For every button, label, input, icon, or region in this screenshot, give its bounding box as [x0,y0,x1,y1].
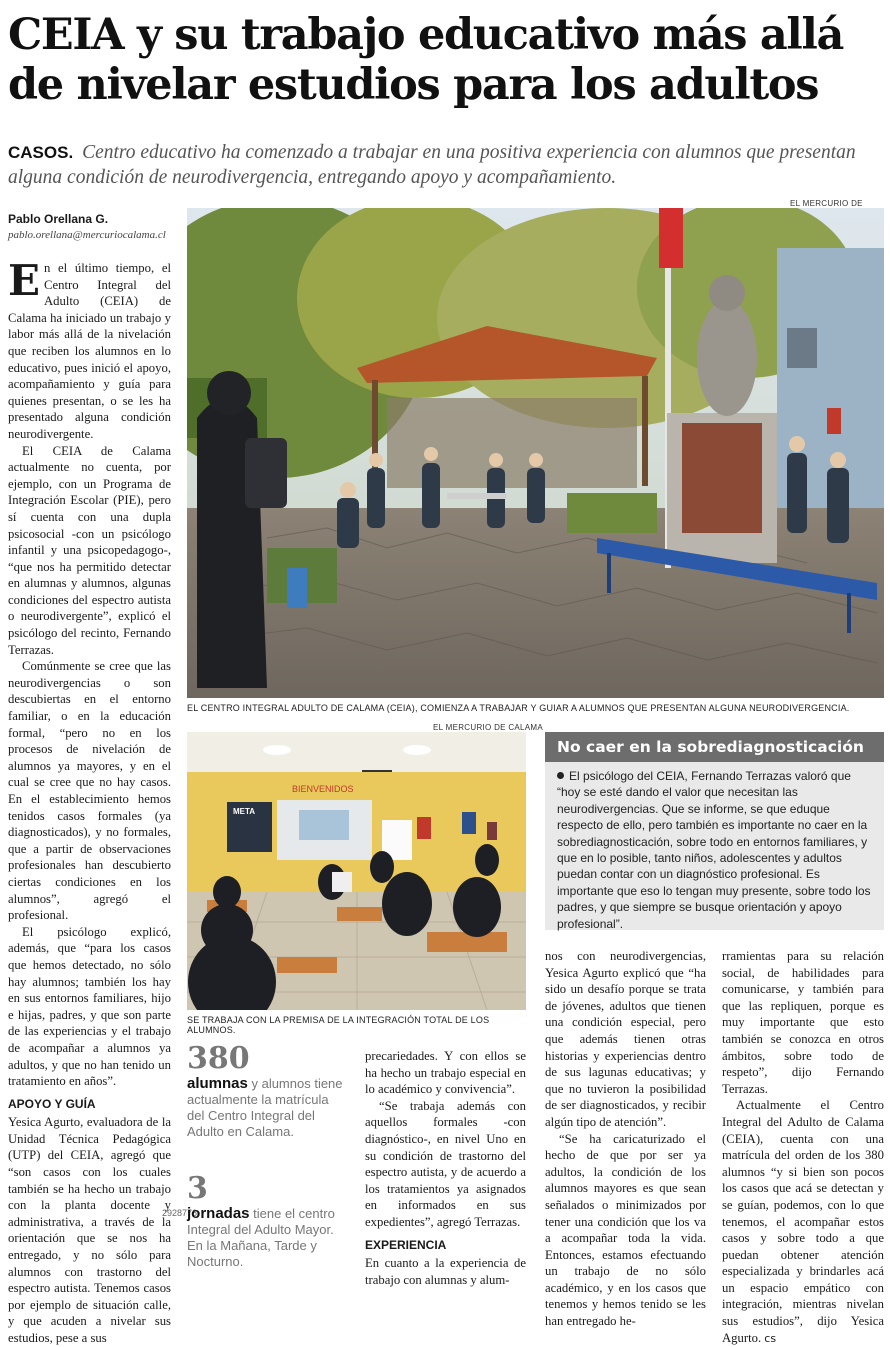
lead-text: Centro educativo ha comenzado a trabajar en una positiva experiencia con alumnos que presentan alguna condición de neurodivergencia, entregando apoyo y acompañamiento. [8,142,856,188]
lead-paragraph [8,140,878,190]
author-name: Pablo Orellana G. [8,212,109,226]
stat-block-2 [187,1172,347,1270]
paragraph: Yesica Agurto, evaluadora de la Unidad Técnica Pedagógica (UTP) del CEIA, agregó que “son casos con los cuales también se ha hecho un trabajo con la planta docente y administrativa, a través de la orientación que se nos ha entregado, y no sólo para alumnos con trastorno del espectro autista. Tenemos casos por ejemplo de situación calle, y que acuden a nivelar sus estudios, pese a sus [8,1115,171,1345]
stat-block-1 [187,1042,347,1140]
paragraph: “Se ha caricaturizado el hecho de que por ser ya adultos, la condición de los alumnos mayores es que sean señalados o minimizados por tener una condición que los va a acompañar toda la vida. Entonces, estamos efectuando un trabajo de no sólo académico, y en los casos que tenemos y hemos tenido se les han entregado he- [545,1131,706,1329]
article-column-3 [365,1048,526,1288]
author-email: pablo.orellana@mercuriocalama.cl [8,229,166,241]
subheading-experiencia: EXPERIENCIA [365,1237,447,1252]
courtyard-photo [187,208,884,698]
byline [8,212,180,241]
paragraph: rramientas para su relación social, de habilidades para comunicarse, y también para que las repliquen, porque es muy importante que esto también se conozca en otros ámbitos, sobre todo de respeto”, dijo Fernando Terrazas. [722,949,884,1096]
drop-cap: E [8,256,41,305]
subheading-apoyo: APOYO Y GUÍA [8,1096,96,1111]
photo-credit-2: EL MERCURIO DE CALAMA [433,723,544,732]
paragraph: En el último tiempo, el Centro Integral del Adulto (CEIA) de Calama ha iniciado un trabajo y labor más allá de la nivelación que reciben los alumnos en lo educativo, pues inició el apoyo, acompañamiento y guía para quienes presentan, o se les ha presentado alguna condición neurodivergente. [8,256,171,441]
bullet-icon [557,772,564,779]
stat-number-380: 380 [187,1041,250,1076]
sidebar-box [545,732,884,930]
photo-caption-1: EL CENTRO INTEGRAL ADULTO DE CALAMA (CEIA), COMIENZA A TRABAJAR Y GUIAR A ALUMNOS QUE PRESENTAN ALGUNA NEURODIVERGENCIA. [187,703,850,713]
article-column-5 [722,948,884,1347]
headline-line-2: de nivelar estudios para los adultos [8,60,819,110]
sidebar-title: No caer en la sobrediagnosticación [545,732,884,762]
stat-text-2: jornadas tiene el centro Integral del Adulto Mayor. En la Mañana, Tarde y Nocturno. [187,1205,335,1269]
sidebar-body: El psicólogo del CEIA, Fernando Terrazas valoró que “hoy se esté dando el valor que necesitan las neurodivergencias. Que se informe, se que eduque respecto de ello, pero también es importante no caer en la sobrediagnosticación, sobre todo en entornos familiares, y que en lo posible, tanto niños, adolescentes y adultos puedan contar con un diagnóstico profesional. Es importante que eso lo tengan muy presente, sobre todo los padres, y que siempre se busque orientación y apoyo profesional”. [557,769,871,931]
classroom-photo-image [187,732,526,1010]
paragraph: nos con neurodivergencias, Yesica Agurto explicó que “ha sido un desafío porque se trata de jóvenes, adultos que tienen una condición especial, pero que además tienen otras historias y experiencias dentro de sus lagunas educativas; y que no tuvieron la posibilidad de ser diagnosticados, y recibir algún tipo de atención”. [545,949,706,1129]
article-column-1 [8,256,171,1347]
headline-line-1: CEIA y su trabajo educativo más allá [8,10,844,60]
classroom-board-label: META [233,807,256,816]
paragraph: El psicólogo explicó, además, que “para los casos que hemos detectado, no sólo hay alumnos; también los hay en sus entornos familiares, hijo e hijas, padres, y que son parte de las experiencias y el trabajo de acompañar a alumnos ya adultos, y que no han tenido un tratamiento en años”. [8,924,171,1089]
paragraph: Actualmente el Centro Integral del Adulto de Calama (CEIA), cuenta con una matrícula del orden de los 380 alumnos “y si bien son pocos los casos que acá se detectan y se guían, podemos, con lo que tenemos, el acompañar estos casos y sobre todo a que puedan obtener atención especializada y brindarles acá un espacio empático con integración, mientras nivelan sus estudios”, dijo Yesica Agurto. cs [722,1098,884,1345]
photo-credit: EL MERCURIO DE [790,199,863,208]
stat-number-3: 3 [187,1171,208,1206]
photo-caption-2: SE TRABAJA CON LA PREMISA DE LA INTEGRACIÓN TOTAL DE LOS ALUMNOS. [187,1015,490,1035]
article-column-4 [545,948,706,1330]
classroom-photo [187,732,526,1010]
paragraph: El CEIA de Calama actualmente no cuenta, por ejemplo, con un Programa de Integración Escolar (PIE), pero sí cuenta con una dupla psicosocial -con un psicólogo infantil y una psicopedagogo-, “que nos ha permitido detectar en alumnas y alumnos, algunas condiciones del espectro autista o neurodivergente”, explicó el psicólogo del recinto, Fernando Terrazas. [8,443,171,657]
courtyard-photo-image [187,208,884,698]
paragraph: precariedades. Y con ellos se ha hecho un trabajo especial en lo académico y convivencia”. [365,1049,526,1097]
page-stamp: 2928776 [162,1208,198,1218]
paragraph: “Se trabaja además con aquellos formales -con diagnóstico-, en nivel Uno en su condición de trastorno del espectro autista, y de acuerdo a los tratamientos ya asignados en informados en sus expedientes”, agregó Terrazas. [365,1098,526,1229]
classroom-banner: BIENVENIDOS [292,784,354,794]
stat-text-1: alumnas y alumnos tiene actualmente la matrícula del Centro Integral del Adulto en Calama. [187,1075,343,1139]
paragraph: Comúnmente se cree que las neurodivergencias o son descubiertas en el entorno familiar, o en la educación formal, “pero no en los procesos de nivelación de alumnos ya mayores, y en el cual se cree que no hay casos. En el establecimiento hemos tenidos casos formales (ya diagnosticados), y no formales, que a partir de observaciones profesionales han descubierto ciertas condiciones en los alumnos”, agregó el profesional. [8,659,171,923]
headline [8,10,883,110]
paragraph: En cuanto a la experiencia de trabajo con alumnas y alum- [365,1256,526,1287]
end-mark: cs [764,1331,777,1345]
lead-kicker: CASOS. [8,143,74,162]
